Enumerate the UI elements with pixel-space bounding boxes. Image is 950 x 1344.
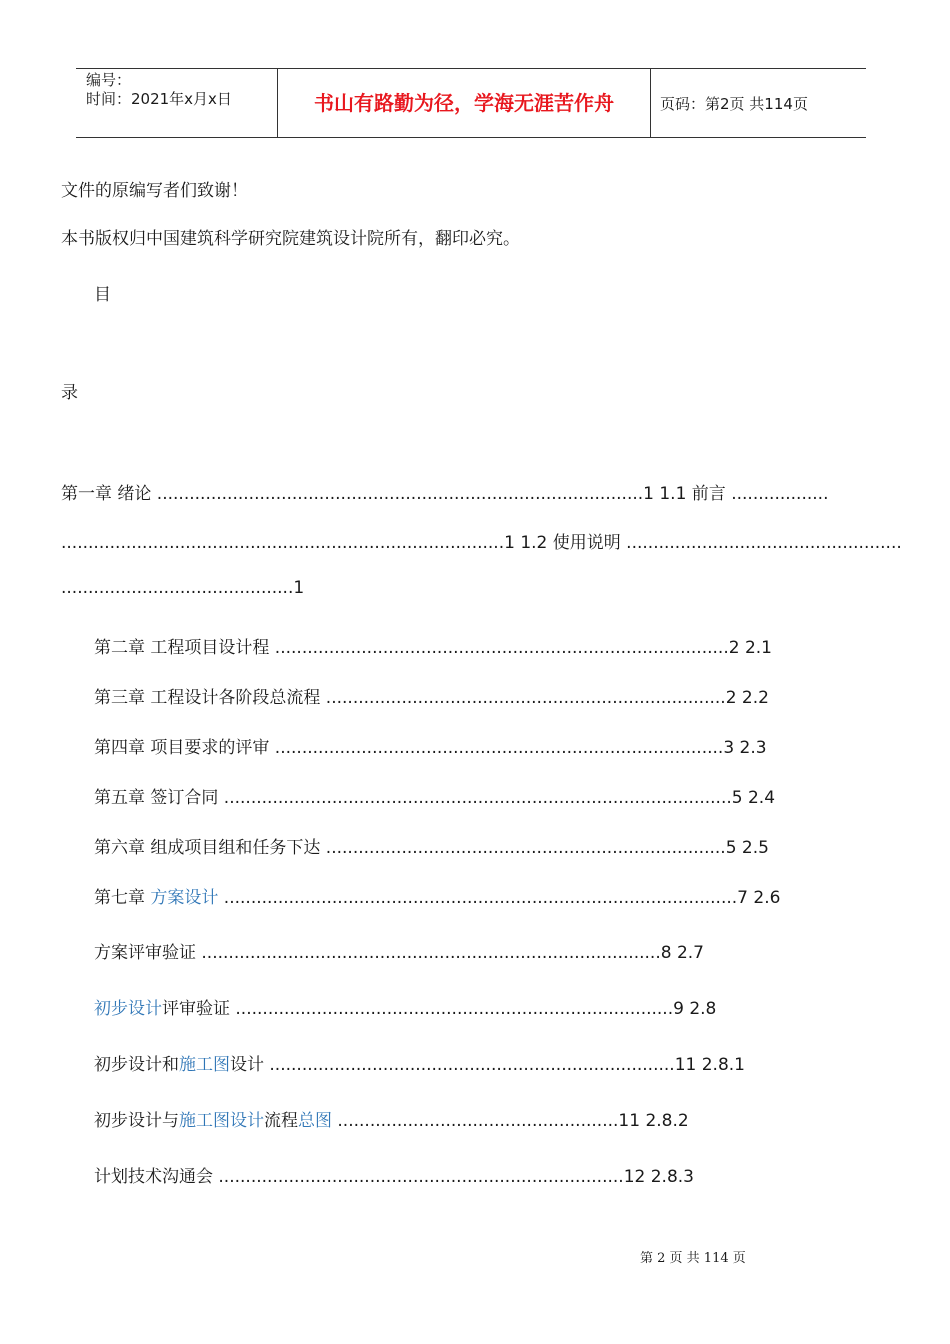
toc-line[interactable]: 第三章 工程设计各阶段总流程 ..........................................................................2 2.2 <box>94 688 769 708</box>
toc-line[interactable]: 第二章 工程项目设计程 ....................................................................................2 2.1 <box>94 638 772 658</box>
toc-link[interactable]: 施工图设计 <box>179 1111 264 1131</box>
toc-link[interactable]: 总图 <box>298 1111 332 1131</box>
toc-line[interactable]: 第五章 签订合同 ..............................................................................................5 2.4 <box>94 788 776 808</box>
toc-title-char-1: 目 <box>94 285 111 305</box>
toc-text: 设计 ...........................................................................11 2.8.1 <box>230 1055 745 1075</box>
code-label: 编号： <box>86 71 132 89</box>
page-footer: 第 2 页 共 114 页 <box>640 1251 746 1266</box>
toc-text: 流程 <box>264 1111 298 1131</box>
toc-line[interactable]: ...........................................1 <box>61 578 305 598</box>
toc-link[interactable]: 方案设计 <box>150 888 219 908</box>
toc-line[interactable]: 第四章 项目要求的评审 ...................................................................................3 2.3 <box>94 738 767 758</box>
copyright-text: 本书版权归中国建筑科学研究院建筑设计院所有，翻印必究。 <box>61 229 520 249</box>
toc-text: ...............................................................................................7 2.6 <box>218 888 781 908</box>
toc-line[interactable]: 第一章 绪论 ..........................................................................................1 1.1 前言 .................. <box>61 484 829 504</box>
toc-line[interactable] <box>94 1050 745 1075</box>
toc-line[interactable] <box>94 883 780 908</box>
header-motto: 书山有路勤为径，学海无涯苦作舟 <box>278 69 651 137</box>
toc-text: 评审验证 .................................................................................9 2.8 <box>162 999 717 1019</box>
toc-line[interactable]: 第六章 组成项目组和任务下达 ..........................................................................5 2.5 <box>94 838 769 858</box>
thanks-text: 文件的原编写者们致谢！ <box>61 181 248 201</box>
toc-link[interactable]: 施工图 <box>179 1055 230 1075</box>
toc-line[interactable]: 方案评审验证 .....................................................................................8 2.7 <box>94 943 704 963</box>
header-page-label: 页码：第2页 共114页 <box>660 95 808 113</box>
toc-link[interactable]: 初步设计 <box>94 999 162 1019</box>
header-meta <box>76 69 278 137</box>
toc-line[interactable]: ..................................................................................1 1.2 使用说明 ................................................... <box>61 533 902 553</box>
page-header <box>76 68 866 138</box>
toc-line[interactable] <box>94 994 716 1019</box>
toc-text: 初步设计与 <box>94 1111 179 1131</box>
toc-text: 第七章 <box>94 888 151 908</box>
toc-line[interactable]: 计划技术沟通会 ...........................................................................12 2.8.3 <box>94 1167 694 1187</box>
toc-text: 初步设计和 <box>94 1055 179 1075</box>
toc-line[interactable] <box>94 1106 689 1131</box>
toc-text: ....................................................11 2.8.2 <box>332 1111 689 1131</box>
time-label: 时间：2021年x月x日 <box>86 90 232 108</box>
toc-title-char-2: 录 <box>61 383 78 403</box>
